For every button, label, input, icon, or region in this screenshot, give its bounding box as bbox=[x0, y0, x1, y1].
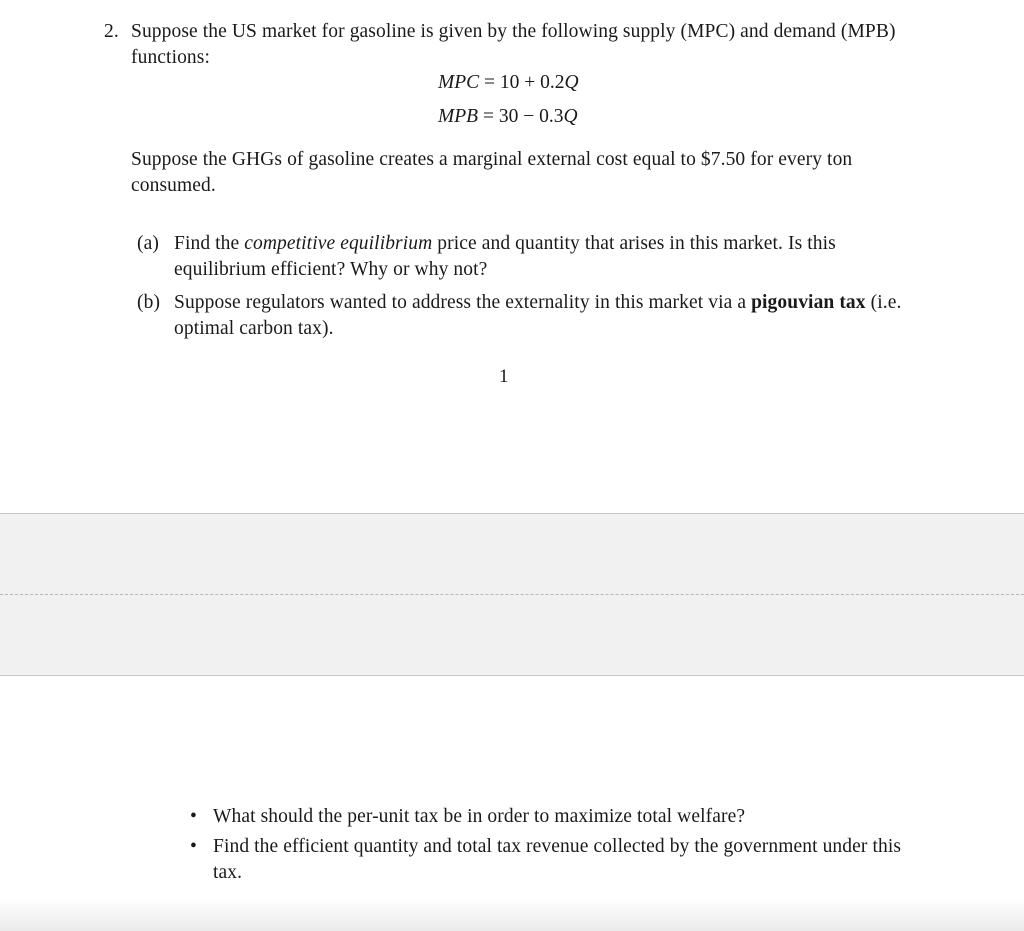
part-b-label: (b) bbox=[137, 292, 161, 313]
question-intro: Suppose the US market for gasoline is given by the following supply (MPC) and demand (MPB) functions: bbox=[131, 21, 896, 68]
equation-mpb bbox=[438, 104, 578, 130]
part-a-text-2: price and quantity that arises in this market. Is this equilibrium efficient? Why or why not? bbox=[174, 233, 836, 280]
bullet-marker: • bbox=[190, 806, 197, 827]
equation-mpb-var: Q bbox=[563, 106, 578, 127]
equation-mpc bbox=[438, 70, 579, 96]
part-a-text-1: Find the bbox=[174, 233, 245, 254]
document-page-2 bbox=[0, 676, 1024, 931]
bullet-item-quantity bbox=[190, 834, 920, 886]
bullet-item-tax bbox=[190, 804, 920, 830]
equation-mpb-lhs: MPB bbox=[438, 106, 479, 127]
page-gap bbox=[0, 513, 1024, 676]
equation-mpc-rhs: = 10 + 0.2 bbox=[479, 72, 565, 93]
equation-mpb-rhs: = 30 − 0.3 bbox=[478, 106, 564, 127]
question-number: 2. bbox=[104, 21, 119, 42]
equation-mpc-lhs: MPC bbox=[438, 72, 480, 93]
bullet-list bbox=[190, 804, 920, 890]
part-a-body bbox=[174, 231, 919, 283]
page-number: 1 bbox=[499, 366, 509, 387]
part-b-text-1: Suppose regulators wanted to address the externality in this market via a bbox=[174, 292, 752, 313]
part-a-emphasis: competitive equilibrium bbox=[244, 233, 433, 254]
bullet-text: What should the per-unit tax be in order to maximize total welfare? bbox=[213, 806, 746, 827]
equation-mpc-var: Q bbox=[564, 72, 579, 93]
externality-statement: Suppose the GHGs of gasoline creates a marginal external cost equal to $7.50 for every ton consumed. bbox=[131, 149, 853, 196]
part-b-body bbox=[174, 290, 919, 342]
bullet-marker: • bbox=[190, 836, 197, 857]
bullet-text: Find the efficient quantity and total tax revenue collected by the government under this tax. bbox=[213, 836, 902, 883]
part-b-text-2: (i.e. optimal carbon tax). bbox=[174, 292, 902, 339]
viewer-bottom-shadow bbox=[0, 900, 1024, 931]
page-break-divider bbox=[0, 594, 1024, 595]
part-a-label: (a) bbox=[137, 233, 159, 254]
part-b-bold: pigouvian tax bbox=[751, 292, 866, 313]
